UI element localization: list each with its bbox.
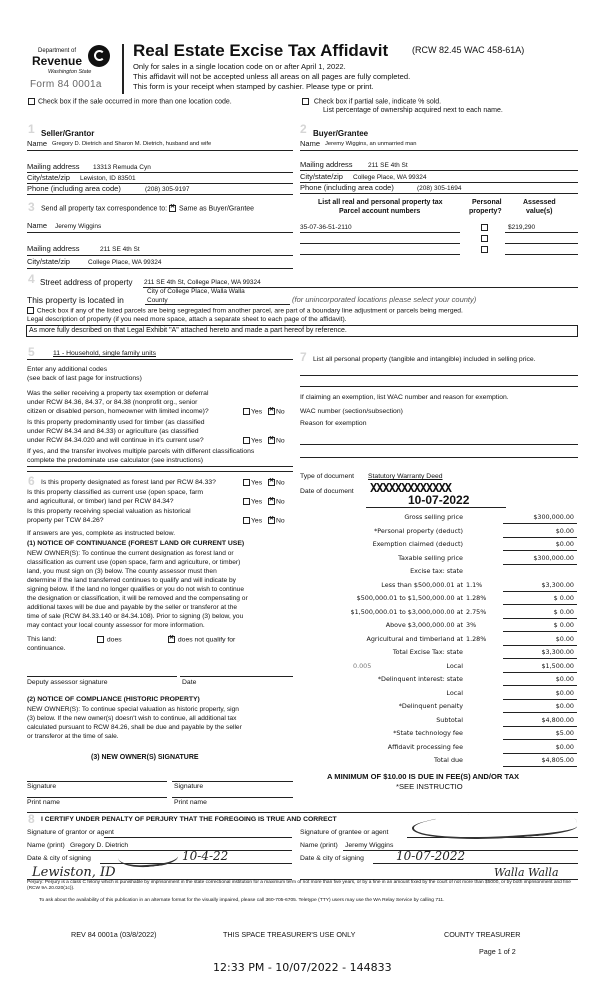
tax-row-amount[interactable]: $0.00: [555, 540, 574, 548]
tax-row-label: *Personal property (deduct): [374, 526, 463, 535]
doc-date-field[interactable]: 10-07-2022: [408, 493, 470, 507]
tax-row-amount[interactable]: $300,000.00: [533, 513, 574, 521]
tax-row-amount[interactable]: $3,300.00: [541, 580, 574, 589]
county-treasurer-label: COUNTY TREASURER: [444, 930, 521, 939]
tax-row-label: *Delinquent penalty: [398, 702, 463, 710]
s5-q1b: under RCW 84.36, 84.37, or 84.38 (nonprofit org., senior: [27, 399, 198, 406]
accessibility-note: To ask about the availability of this publication in an alternate format for the visually impaired, please call 360-705-6705. Teletype (TTY) users may use the WA Relay Service by calling 711.: [39, 898, 445, 903]
tax-row-label: Affidavit processing fee: [387, 742, 463, 751]
tax-row-amount[interactable]: $0.00: [555, 634, 574, 643]
tax-row-label: Taxable selling price: [398, 553, 463, 562]
owner-print-label-2: Print name: [174, 799, 207, 806]
notice-compliance-line: NEW OWNER(S): To continue special valuation as historic property, sign: [27, 706, 239, 713]
minimum-due-note: A MINIMUM OF $10.00 IS DUE IN FEE(S) AND/OR TAX: [327, 772, 520, 781]
grantee-date-label: Date & city of signing: [300, 855, 364, 862]
tax-row-line: [503, 739, 577, 740]
tax-row-label: Exemption claimed (deduct): [372, 540, 463, 548]
tax-row-line: [503, 523, 577, 524]
located-county[interactable]: County: [147, 297, 168, 304]
located-city[interactable]: City of College Place, Walla Walla: [147, 288, 245, 295]
tax-row-rate: 1.28%: [466, 594, 487, 602]
grantee-city-field[interactable]: Walla Walla: [494, 866, 559, 879]
notice-continuance-line: determine if the land transferred continues to qualify and will indicate by: [27, 577, 236, 584]
tax-row-line: [503, 564, 577, 565]
tax-row-label: Total Excise Tax: state: [392, 648, 463, 656]
notice-compliance-line: or transferor at the time of sale.: [27, 733, 119, 740]
notice-compliance-line: calculated pursuant to RCW 84.26, shall be due and payable by the seller: [27, 724, 242, 731]
header-divider: [122, 44, 124, 94]
reason-label: Reason for exemption: [300, 420, 367, 427]
grantee-print-label: Name (print): [300, 842, 338, 849]
tax-row-amount[interactable]: $0.00: [555, 526, 574, 535]
grantee-print-field[interactable]: Jeremy Wiggins: [345, 842, 394, 849]
yes-label: Yes: [251, 498, 263, 506]
tax-row-line: [503, 672, 577, 673]
treasurer-use-label: THIS SPACE TREASURER'S USE ONLY: [223, 930, 356, 939]
s6-q3-yes-checkbox[interactable]: [243, 517, 262, 525]
multi-location-checkbox[interactable]: [28, 98, 232, 106]
no-label: No: [276, 498, 285, 506]
tax-row-label: Less than $500,000.01 at: [381, 580, 463, 589]
buyer-mail-field[interactable]: 211 SE 4th St: [368, 162, 408, 169]
segregated-checkbox[interactable]: [27, 307, 463, 315]
tax-row-label: $1,500,000.01 to $3,000,000.00 at: [350, 607, 463, 616]
no-label: No: [276, 479, 285, 487]
tax-row-label: Subtotal: [436, 715, 463, 724]
s5-q3b: complete the predominate use calculator (see instructions): [27, 457, 204, 464]
grantor-signature-label: Signature of grantor or agent: [27, 829, 114, 836]
seller-city-field[interactable]: Lewiston, ID 83501: [80, 175, 136, 182]
tax-row-label: *Delinquent interest: state: [377, 675, 463, 683]
buyer-name-field[interactable]: Jeremy Wiggins, an unmarried man: [325, 141, 417, 147]
tax-row-line: [503, 631, 577, 632]
tax-row-amount[interactable]: $ 0.00: [553, 607, 574, 616]
corr-mail-field[interactable]: 211 SE 4th St: [100, 246, 140, 253]
unincorporated-note: (for unincorporated locations please select your county): [292, 295, 477, 304]
tax-row-amount[interactable]: $0.00: [555, 742, 574, 751]
s6-q3-no-checkbox[interactable]: [268, 517, 285, 525]
notice-continuance-line: time of sale (RCW 84.33.140 or 84.34.108). Prior to signing (3) below, you: [27, 613, 244, 620]
buyer-heading: Buyer/Grantee: [313, 129, 369, 138]
tax-row-line: [503, 766, 577, 767]
partial-sale-label: Check box if partial sale, indicate % sold.: [313, 98, 442, 106]
grantor-city-field[interactable]: Lewiston, ID: [32, 865, 116, 880]
notice-continuance-line: classification as current use (open space, farm and agriculture, or timber): [27, 559, 241, 566]
notice-compliance-line: (3) below. If the new owner(s) doesn't wish to continue, all additional tax: [27, 715, 237, 722]
notice-continuance-line: NEW OWNER(S): To continue the current designation as forest land or: [27, 550, 234, 557]
partial-list-label: List percentage of ownership acquired next to each name.: [323, 107, 503, 114]
tax-row-amount[interactable]: $5.00: [555, 729, 574, 737]
wac-label: WAC number (section/subsection): [300, 408, 403, 415]
header-sub1: Only for sales in a single location code on or after April 1, 2022.: [133, 62, 346, 71]
tax-row-rate: 0.005: [353, 661, 372, 670]
partial-sale-checkbox[interactable]: [302, 98, 441, 106]
use-code[interactable]: 11 - Household, single family units: [53, 350, 157, 357]
tax-row-label: Total due: [434, 756, 463, 764]
tax-row-line: [503, 604, 577, 605]
seller-mail-label: Mailing address: [27, 162, 80, 171]
s5-q2-yes-checkbox[interactable]: [243, 437, 262, 445]
corr-mail-label: Mailing address: [27, 244, 80, 253]
yes-label: Yes: [251, 479, 263, 487]
tax-row-line: [503, 658, 577, 659]
correspondence-label: Send all property tax correspondence to:: [41, 205, 168, 213]
tax-row-amount[interactable]: $1,500.00: [541, 661, 574, 670]
notice-compliance-title: (2) NOTICE OF COMPLIANCE (HISTORIC PROPERTY): [27, 696, 200, 703]
title-citation: (RCW 82.45 WAC 458-61A): [412, 45, 525, 55]
tax-row-amount[interactable]: $4,800.00: [541, 715, 574, 724]
notice-continuance-line: the designation or classification, it will be removed and the compensating or: [27, 595, 248, 602]
see-instructions-note: *SEE INSTRUCTIO: [396, 782, 463, 791]
s6-q1: Is this property designated as forest land per RCW 84.33?: [41, 479, 216, 486]
multi-location-label: Check box if the sale occurred in more than one location code.: [37, 98, 232, 106]
parcel-number[interactable]: 35-07-36-51-2110: [300, 224, 352, 231]
tax-row-amount[interactable]: $0.00: [555, 702, 574, 710]
segregated-label: Check box if any of the listed parcels are being segregated from another parcel, are part of a boundary line adjustment or parcels being merged.: [36, 307, 463, 315]
s5-q1a: Was the seller receiving a property tax exemption or deferral: [27, 390, 209, 397]
tax-row-line: [503, 618, 577, 619]
additional-codes: Enter any additional codes: [27, 366, 108, 373]
tax-row-line: [503, 537, 577, 538]
personal-property-checkbox-1[interactable]: [481, 224, 488, 231]
tax-row-label: Gross selling price: [404, 513, 463, 521]
notice-compliance-body: [27, 705, 242, 741]
section-2-number: 2: [300, 122, 307, 136]
yes-label: Yes: [251, 408, 263, 416]
personal-list-label: List all personal property (tangible and intangible) included in selling price.: [313, 356, 536, 363]
notice-continuance-body: [27, 549, 248, 630]
grantee-date-field[interactable]: 10-07-2022: [396, 849, 466, 863]
s5-q1-yes-checkbox[interactable]: [243, 408, 262, 416]
tax-row-line: [503, 685, 577, 686]
assessor-date-label: Date: [182, 679, 197, 686]
s6-q2b: and agricultural, or timber) land per RCW 84.34?: [27, 498, 174, 505]
buyer-name-label: Name: [300, 139, 321, 148]
section-5-number: 5: [28, 345, 35, 359]
s6-q2-no-checkbox[interactable]: [268, 498, 285, 506]
tax-row-amount[interactable]: $300,000.00: [533, 553, 574, 562]
s6-q2a: Is this property classified as current use (open space, farm: [27, 489, 204, 496]
s6-if-yes: If answers are yes, complete as instructed below.: [27, 530, 176, 537]
notice-continuance-line: signing below. If the land no longer qualifies or you do not wish to continue: [27, 586, 245, 593]
header-sub3: This form is your receipt when stamped by cashier. Please type or print.: [133, 82, 374, 91]
revision-number: REV 84 0001a (03/8/2022): [71, 930, 157, 939]
grantor-print-field[interactable]: Gregory D. Dietrich: [70, 842, 129, 849]
corr-name-label: Name: [27, 221, 48, 230]
personal-header-2: property?: [469, 208, 502, 215]
logo-emblem-icon: [88, 45, 110, 67]
no-label: No: [276, 408, 285, 416]
buyer-city-label: City/state/zip: [300, 172, 343, 181]
this-land-label: This land:: [27, 636, 57, 643]
assessed-value[interactable]: $219,290: [508, 224, 536, 231]
assessed-header-2: value(s): [526, 208, 553, 215]
notice-continuance-line: additional taxes will be due and payable by the seller or transferor at the: [27, 604, 238, 611]
seller-name-field[interactable]: Gregory D. Dietrich and Sharon M. Dietrich, husband and wife: [52, 141, 212, 147]
owner-print-label-1: Print name: [27, 799, 60, 806]
notice-continuance-title: (1) NOTICE OF CONTINUANCE (FOREST LAND OR CURRENT USE): [27, 540, 245, 547]
notice-continuance-line: may contact your local county assessor for more information.: [27, 622, 205, 629]
street-field[interactable]: 211 SE 4th St, College Place, WA 99324: [144, 279, 261, 286]
s5-q1-no-checkbox[interactable]: [268, 408, 285, 416]
tax-row-label: Agricultural and timberland at: [366, 634, 463, 643]
seller-phone-label: Phone (including area code): [27, 184, 121, 193]
tax-row-line: [503, 753, 577, 754]
owner-signature-label-1: Signature: [27, 783, 57, 790]
assessor-signature-label: Deputy assessor signature: [27, 679, 108, 686]
tax-row-line: [503, 645, 577, 646]
seller-phone-field[interactable]: (208) 305-9197: [145, 186, 190, 193]
logo-state: Washington State: [48, 69, 92, 75]
doc-date-label: Date of document: [300, 488, 354, 495]
tax-row-amount[interactable]: $0.00: [555, 675, 574, 683]
section-1-number: 1: [28, 122, 35, 136]
header-sub2: This affidavit will not be accepted unless all areas on all pages are fully completed.: [133, 72, 411, 81]
parcel-header-1: List all real and personal property tax: [318, 199, 443, 206]
tax-row-line: [503, 726, 577, 727]
tax-row-line: [503, 699, 577, 700]
tax-row-label: Local: [446, 688, 463, 697]
tax-row-label: Above $3,000,000.00 at: [385, 621, 463, 629]
tax-row-rate: 1.28%: [466, 634, 487, 643]
form-number: Form 84 0001a: [30, 79, 102, 90]
street-label: Street address of property: [40, 278, 133, 287]
perjury-notice: Perjury: Perjury is a class C felony which is punishable by imprisonment in the state correctional institution for a maximum term of not more than five years, or by a fine in an amount fixed by the court of not more than $5000, or by both imprisonment and fine (RCW 9A.20.020(1c)).: [27, 880, 571, 891]
section-7-number: 7: [300, 350, 307, 364]
tax-row-amount[interactable]: $4,805.00: [541, 756, 574, 764]
tax-row-rate: 3%: [466, 621, 477, 629]
tax-row-line: [503, 712, 577, 713]
tax-row-label: *State technology fee: [393, 729, 463, 737]
tax-row-line: [503, 550, 577, 551]
notice-continuance-line: land, you must sign on (3) below. The county assessor must then: [27, 568, 217, 575]
not-qualify-label: does not qualify for: [177, 636, 236, 644]
s6-q2-yes-checkbox[interactable]: [243, 498, 262, 506]
tax-row-line: [503, 591, 577, 592]
personal-property-checkbox-2[interactable]: [481, 235, 488, 242]
correspondence-line: [41, 205, 254, 213]
grantee-signature-label: Signature of grantee or agent: [300, 829, 389, 836]
personal-property-checkbox-3[interactable]: [481, 246, 488, 253]
land-does-checkbox[interactable]: [97, 636, 122, 644]
parcel-header-2: Parcel account numbers: [339, 208, 421, 215]
assessed-header-1: Assessed: [523, 199, 556, 206]
s5-q2a: Is this property predominantly used for timber (as classified: [27, 419, 205, 426]
grantor-print-label: Name (print): [27, 842, 65, 849]
doc-type-field[interactable]: Statutory Warranty Deed: [368, 473, 443, 480]
seller-name-label: Name: [27, 139, 48, 148]
certify-statement: I CERTIFY UNDER PENALTY OF PERJURY THAT THE FOREGOING IS TRUE AND CORRECT: [41, 816, 337, 823]
seller-heading: Seller/Grantor: [41, 129, 95, 138]
tax-row-label: $500,000.01 to $1,500,000.00 at: [356, 594, 463, 602]
seller-mail-field[interactable]: 13313 Remuda Cyn: [93, 164, 151, 171]
s5-q2-no-checkbox[interactable]: [268, 437, 285, 445]
no-label: No: [276, 437, 285, 445]
seller-city-label: City/state/zip: [27, 173, 70, 182]
exemption-label: If claiming an exemption, list WAC number and reason for exemption.: [300, 394, 509, 401]
tax-row-label: Local: [446, 661, 463, 670]
s6-q1-no-checkbox[interactable]: [268, 479, 285, 487]
personal-header-1: Personal: [472, 199, 502, 206]
doc-type-label: Type of document: [300, 473, 355, 480]
grantor-date-field[interactable]: 10-4-22: [182, 849, 229, 863]
section-3-number: 3: [28, 200, 35, 214]
s6-q1-yes-checkbox[interactable]: [243, 479, 262, 487]
page-title: Real Estate Excise Tax Affidavit: [133, 41, 389, 60]
s6-q3a: Is this property receiving special valuation as historical: [27, 508, 191, 515]
tax-row-amount[interactable]: $0.00: [555, 688, 574, 697]
section-4-number: 4: [28, 272, 35, 286]
logo-revenue: Revenue: [32, 54, 83, 68]
doc-date-struck: XXXXXXXXXXXXX: [370, 481, 451, 495]
land-not-qualify-checkbox[interactable]: [168, 636, 235, 644]
grantor-date-label: Date & city of signing: [27, 855, 91, 862]
does-label: does: [106, 636, 122, 644]
no-label: No: [276, 517, 285, 525]
logo-dept: Department of: [38, 48, 77, 54]
recording-stamp: 12:33 PM - 10/07/2022 - 144833: [213, 961, 392, 974]
buyer-phone-field[interactable]: (208) 305-1694: [417, 185, 462, 192]
tax-row-rate: 1.1%: [466, 580, 483, 589]
buyer-mail-label: Mailing address: [300, 160, 353, 169]
located-label: This property is located in: [27, 295, 124, 305]
same-as-buyer-checkbox[interactable]: [169, 205, 176, 212]
page-number: Page 1 of 2: [479, 947, 516, 956]
s5-q3a: If yes, and the transfer involves multiple parcels with different classifications: [27, 448, 255, 455]
tax-row-amount[interactable]: $ 0.00: [553, 594, 574, 602]
s5-q2b: under RCW 84.34 and 84.33) or agriculture (as classified: [27, 428, 199, 435]
legal-exhibit-text: As more fully described on that Legal Exhibit "A" attached hereto and made a part hereof by reference.: [29, 327, 347, 334]
buyer-city-field[interactable]: College Place, WA 99324: [353, 174, 427, 181]
s6-q3b: property per TCW 84.26?: [27, 517, 104, 524]
see-back: (see back of last page for instructions): [27, 375, 142, 382]
buyer-phone-label: Phone (including area code): [300, 183, 394, 192]
legal-label: Legal description of property (if you need more space, attach a separate sheet to each page of the affidavit).: [27, 316, 347, 323]
corr-city-label: City/state/zip: [27, 257, 70, 266]
yes-label: Yes: [251, 517, 263, 525]
s5-q2c: under RCW 84.34.020 and will continue in it's current use?: [27, 437, 204, 444]
tax-row-label: Excise tax: state: [410, 567, 463, 575]
same-as-buyer-label: Same as Buyer/Grantee: [178, 205, 255, 213]
tax-row-amount[interactable]: $ 0.00: [553, 621, 574, 629]
tax-row-rate: 2.75%: [466, 607, 487, 616]
corr-city-field[interactable]: College Place, WA 99324: [88, 259, 162, 266]
s5-q1c: citizen or disabled person, homeowner with limited income)?: [27, 408, 209, 415]
tax-row-amount[interactable]: $3,300.00: [541, 648, 574, 656]
yes-label: Yes: [251, 437, 263, 445]
section-6-number: 6: [28, 474, 35, 488]
owner-signature-label-2: Signature: [174, 783, 204, 790]
new-owner-signature-title: (3) NEW OWNER(S) SIGNATURE: [91, 754, 199, 761]
continuance-label: continuance.: [27, 645, 66, 652]
section-8-number: 8: [28, 812, 35, 826]
corr-name-field[interactable]: Jeremy Wiggins: [55, 223, 102, 230]
